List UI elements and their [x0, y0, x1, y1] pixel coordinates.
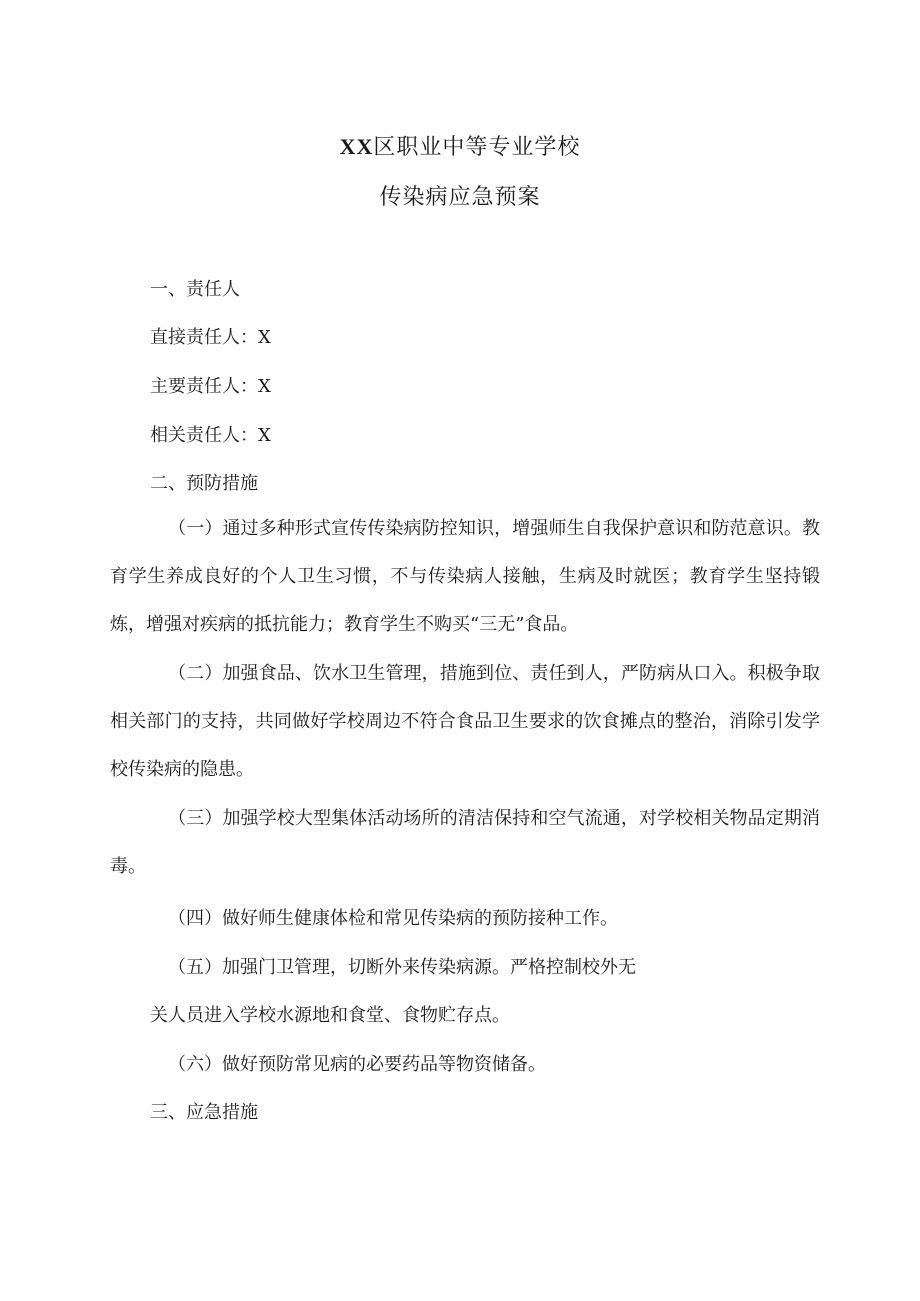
prevention-paragraph-1: [110, 505, 820, 649]
prevention-paragraph-2-text: （二）加强食品、饮水卫生管理，措施到位、责任到人，严防病从口入。积极争取相关部门的支持，共同做好学校周边不符合食品卫生要求的饮食摊点的整治，消除引发学校传染病的隐患。: [110, 663, 820, 780]
section2-heading: 二、预防措施: [150, 473, 258, 494]
prevention-paragraph-5-line2: 关人员进入学校水源地和食堂、食物贮存点。: [150, 1005, 510, 1026]
prevention-paragraph-3-text: （三）加强学校大型集体活动场所的清洁保持和空气流通，对学校相关物品定期消毒。: [110, 808, 820, 877]
document-title-line2: 传染病应急预案: [379, 185, 541, 210]
title-prefix: XX: [339, 134, 374, 159]
section3-heading: 三、应急措施: [150, 1102, 258, 1123]
prevention-paragraph-3: [110, 795, 820, 891]
direct-responsible-person: 直接责任人：X: [150, 327, 271, 348]
prevention-paragraph-6: （六）做好预防常见病的必要药品等物资储备。: [168, 1054, 546, 1075]
main-responsible-person: 主要责任人：X: [150, 376, 271, 397]
prevention-paragraph-5-line1: （五）加强门卫管理，切断外来传染病源。严格控制校外无: [168, 957, 636, 978]
related-responsible-person: 相关责任人：X: [150, 425, 271, 446]
document-title-line1: [0, 130, 920, 161]
prevention-paragraph-2: [110, 650, 820, 794]
section1-heading: 一、责任人: [150, 279, 240, 300]
title-line1-text: 区职业中等专业学校: [373, 135, 581, 160]
prevention-paragraph-1-text: （一）通过多种形式宣传传染病防控知识，增强师生自我保护意识和防范意识。教育学生养成良好的个人卫生习惯，不与传染病人接触，生病及时就医；教育学生坚持锻炼，增强对疾病的抵抗能力；教育学生不购买“三无”食品。: [110, 518, 820, 635]
prevention-paragraph-4: （四）做好师生健康体检和常见传染病的预防接种工作。: [168, 908, 618, 929]
